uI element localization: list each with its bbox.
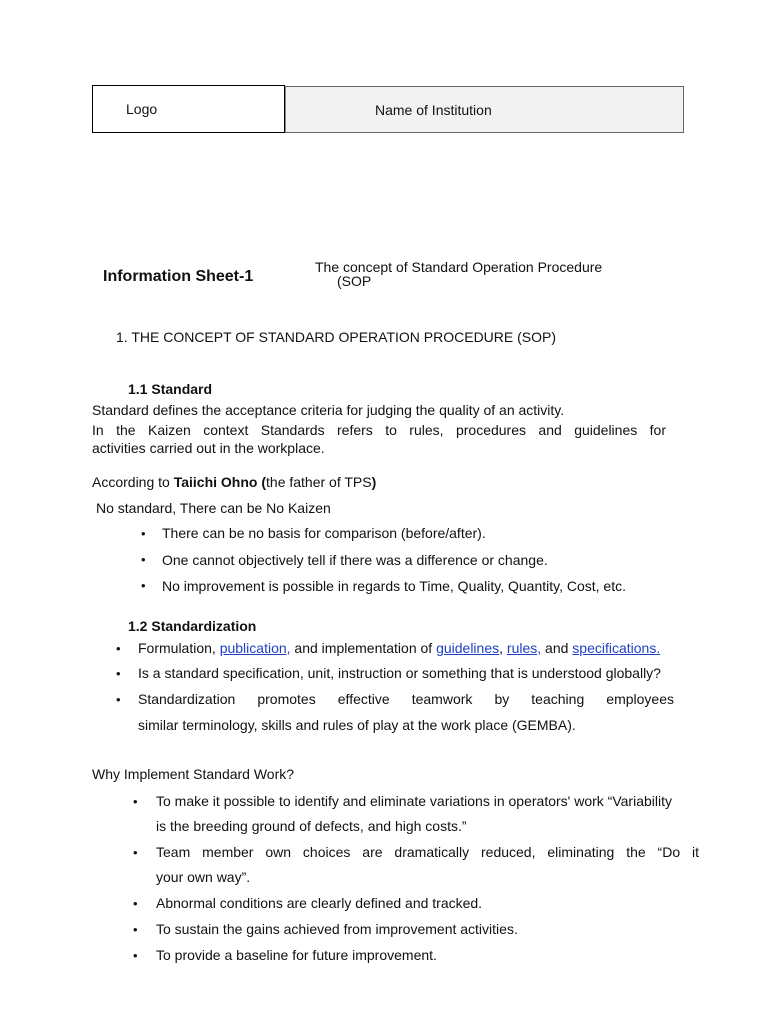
standard-line-2: In the Kaizen context Standards refers to rules, procedures and guidelines for [92, 422, 666, 438]
standardization-bullet-2: Is a standard specification, unit, instruction or something that is understood globally? [138, 665, 661, 681]
sheet-subtitle-line1: The concept of Standard Operation Procedure [315, 259, 603, 275]
according-prefix: According to [92, 474, 174, 490]
publication-link[interactable]: publication, [219, 640, 291, 656]
header-table [92, 85, 684, 133]
why-bullet-5: To provide a baseline for future improvement. [156, 947, 437, 963]
according-close: ) [371, 474, 377, 490]
standardization-bullet-3-line-2: similar terminology, skills and rules of play at the work place (GEMBA). [138, 717, 576, 733]
according-line [92, 474, 376, 490]
standardization-bullet-3-line-1: Standardization promotes effective teamwork by teaching employees [138, 691, 674, 707]
formulation-text: Formulation, [138, 640, 220, 656]
standardization-bullet-1 [138, 640, 660, 656]
bullet-icon: • [133, 896, 138, 911]
sheet-subtitle-line2: (SOP [337, 273, 372, 289]
logo-label: Logo [126, 101, 158, 117]
according-name: Taiichi Ohno ( [173, 474, 267, 490]
bullet-icon: • [141, 526, 146, 541]
why-bullet-4: To sustain the gains achieved from improvement activities. [156, 921, 518, 937]
bullet-icon: • [133, 794, 138, 809]
standard-line-3: activities carried out in the workplace. [92, 440, 325, 456]
section-heading: 1. THE CONCEPT OF STANDARD OPERATION PROCEDURE (SOP) [116, 329, 557, 345]
standard-bullet-3: No improvement is possible in regards to Time, Quality, Quantity, Cost, etc. [162, 578, 626, 594]
bullet-icon: • [141, 578, 146, 593]
bullet-icon: • [116, 666, 121, 681]
bullet-icon: • [133, 948, 138, 963]
specifications-link[interactable]: specifications. [572, 640, 661, 656]
standard-bullet-2: One cannot objectively tell if there was a difference or change. [162, 552, 548, 568]
why-bullet-2-line-1: Team member own choices are dramatically reduced, eliminating the “Do it [156, 844, 699, 860]
comma-text: , [499, 640, 504, 656]
why-heading: Why Implement Standard Work? [92, 766, 295, 782]
institution-cell [285, 86, 684, 133]
institution-label: Name of Institution [375, 101, 492, 118]
standard-heading: 1.1 Standard [128, 381, 213, 397]
implementation-text: and implementation of [290, 640, 437, 656]
bullet-icon: • [116, 692, 121, 707]
why-bullet-1-line-1: To make it possible to identify and eliminate variations in operators' work “Variability [156, 793, 672, 809]
standardization-heading: 1.2 Standardization [128, 618, 257, 634]
why-bullet-2-line-2: your own way”. [156, 869, 251, 885]
logo-cell [92, 85, 285, 133]
standard-bullet-1: There can be no basis for comparison (before/after). [162, 525, 486, 541]
why-bullet-1-line-2: is the breeding ground of defects, and high costs.” [156, 818, 467, 834]
bullet-icon: • [141, 552, 146, 567]
according-rest: the father of TPS [266, 474, 372, 490]
bullet-icon: • [116, 641, 121, 656]
sheet-title: Information Sheet-1 [103, 268, 254, 285]
standard-line-1: Standard defines the acceptance criteria for judging the quality of an activity. [92, 402, 565, 418]
bullet-icon: • [133, 845, 138, 860]
why-bullet-3: Abnormal conditions are clearly defined and tracked. [156, 895, 483, 911]
and-text: and [541, 640, 573, 656]
guidelines-link[interactable]: guidelines [436, 640, 500, 656]
bullet-icon: • [133, 922, 138, 937]
no-standard-line: No standard, There can be No Kaizen [96, 500, 331, 516]
rules-link[interactable]: rules, [506, 640, 542, 656]
